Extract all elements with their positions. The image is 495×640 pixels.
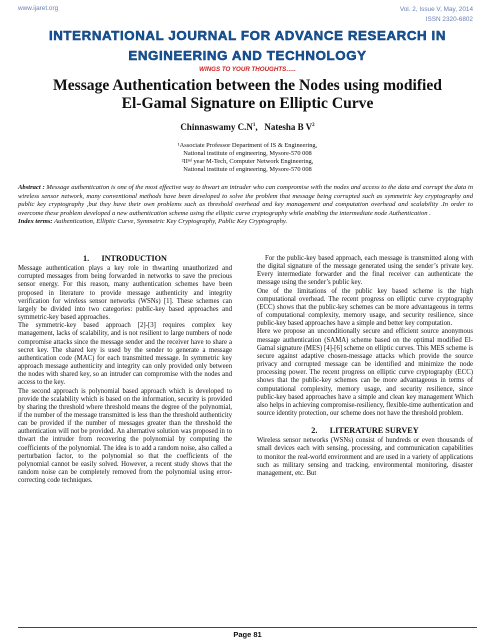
volume-issue: Vol. 2, Issue V, May, 2014 [399, 6, 473, 13]
title-line2: El-Gamal Signature on Elliptic Curve [121, 95, 374, 112]
author-list: Chinnaswamy $C.N^1$, Natesha B $V^2$ [180, 122, 315, 132]
affiliation-line: National institute of engineering, Mysore-570 008 [183, 150, 312, 157]
right-column [257, 255, 473, 478]
abstract-text: Message authentication is one of the most effective way to thwart an intruder who can compromise with the nodes and access to the data and corrupt the data in wireless sensor network, many conventional methods have been developed to solve the problem that message being corrupted such as symmetric key cryptography and public key cryptography ,but they have their own problems such as threshold overhead and key management and computation overhead and scalability .In order to overcome these problem developed a new authentication scheme using the elliptic curve cryptography while enabling the intermediate node Authentication . [18, 184, 473, 217]
section-heading-literature-survey: 2. LITERATURE SURVEY [311, 426, 419, 436]
journal-website: www.ijaret.org [18, 5, 59, 12]
affiliation-line: National institute of engineering, Mysore-570 008 [183, 166, 312, 173]
author-2: Natesha B V [264, 122, 313, 132]
paragraph: Message authentication plays a key role in thwarting unauthorized and corrupted messages from being forwarded in networks to save the precious sensor energy. For this reason, many authentication schemes have been proposed in literature to provide message authenticity and integrity verification for wireless sensor networks (WSNs) [1]. These schemes can largely be divided into two categories: public-key based approaches and symmetric-key based approaches. [18, 265, 232, 322]
author-1-affil: 1 [252, 123, 256, 128]
section-heading-introduction: 1. INTRODUCTION [83, 254, 167, 263]
paragraph: The second approach is polynomial based approach which is developed to provide the scalability which is based on the information, security is provided by sharing the threshold where threshold means the degree of the polynomial, if the number of the message transmitted is less than the threshold authenticity can be provided if the number of messages greater than the threshold the authentication will not be provided. An alternative solution was proposed in to thwart the intruder from recovering the polynomial by computing the coefficients of the polynomial. The idea is to add a random noise, also called a perturbation factor, to the polynomial so that the coefficients of the polynomial cannot be easily solved. However, a recent study shows that the random noise can be completely removed from the polynomial using error-correcting code techniques. [18, 387, 232, 485]
paper-title [20, 77, 475, 113]
issn: ISSN 2320-6802 [425, 16, 473, 23]
journal-name-line1: INTERNATIONAL JOURNAL FOR ADVANCE RESEARCH IN [48, 28, 447, 43]
abstract-label: Abstract : [18, 184, 45, 191]
index-terms-text: Authentication, Elliptic Curve, Symmetric Key Cryptography, Public Key Cryptography. [54, 218, 288, 225]
issue-info [400, 5, 473, 25]
title-line1: Message Authentication between the Nodes using modified [53, 77, 442, 94]
journal-name-line2: ENGINEERING AND TECHNOLOGY [128, 48, 367, 63]
abstract-body [18, 184, 473, 218]
index-terms [18, 218, 473, 227]
paragraph: One of the limitations of the public key based scheme is the high computational overhead. The recent progress on elliptic curve cryptography (ECC) shows that the public-key schemes can be more advantageous in terms of computational complexity, memory usage, and security resilience, since public-key based approaches have a simple and better key computation. [257, 287, 473, 328]
paragraph: The symmetric-key based approach [2]-[3] requires complex key management, lacks of scalability, and is not resilient to large numbers of node compromise attacks since the message sender and the receiver have to share a secret key. The shared key is used by the sender to generate a message authentication code (MAC) for each transmitted message. In symmetric key approach message authenticity and integrity can only provided only between the nodes with shared key, so an intruder can compromise with the nodes and access to the key. [18, 322, 232, 387]
footer-divider [18, 627, 477, 628]
abstract [18, 184, 473, 227]
paragraph: Wireless sensor networks (WSNs) consist of hundreds or even thousands of small devices each with sensing, processing, and communication capabilities to monitor the real-world environment and are used in a variety of applications such as military sensing and tracking, environmental monitoring, disaster management, etc. But [257, 437, 473, 477]
left-column [18, 255, 232, 485]
affiliation-line: ²IIⁿᵈ year M-Tech, Computer Network Engineering, [181, 158, 314, 165]
page-number: Page 81 [233, 630, 262, 639]
journal-tagline: WINGS TO YOUR THOUGHTS….. [199, 66, 296, 73]
author-1: Chinnaswamy C.N [180, 122, 253, 132]
index-terms-label: Index terms: [18, 218, 53, 225]
paragraph: For the public-key based approach, each message is transmitted along with the digital signature of the message generated using the sender’s private key. Every intermediate forwarder and the final receiver can authenticate the message using the sender’s public key. [257, 255, 473, 287]
affiliations [0, 142, 495, 174]
affiliation-line: ¹Associate Professor Department of IS & Engineering, [177, 142, 318, 149]
author-2-affil: 2 [312, 123, 315, 128]
paragraph: Here we propose an unconditionally secure and efficient source anonymous message authentication (SAMA) scheme based on the optimal modified El-Gamal signature (MES) [4]-[6] scheme on elliptic curves. This MES scheme is secure against adaptive chosen-message attacks which provide the source privacy and corrupted message can be identified and minimize the node processing power. The recent progress on elliptic curve cryptography (ECC) shows that the public-key schemes can be more advantageous in terms of computational complexity, memory usage, and security resilience, since public-key based approaches have a simple and clean key management Which also helps in achieving compromise-resiliency, flexible-time authentication and source identity protection, our scheme does not have the threshold problem. [257, 328, 473, 417]
